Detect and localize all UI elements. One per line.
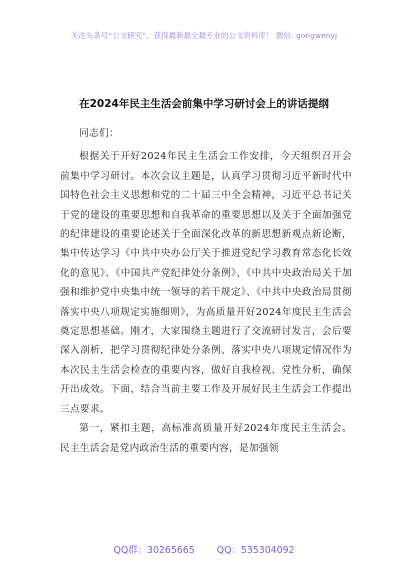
header-banner: 关注头条号“公文研究”，获得最新最全最专业的公文资料库！ 微信: gongwenyj: [70, 31, 338, 40]
footer-qq-group: QQ群：30265665: [113, 545, 195, 556]
footer-contact: [0, 542, 408, 556]
salutation: 同志们：: [79, 128, 119, 139]
paragraph-2: 第一，紧扣主题，高标准高质量开好2024年度民主生活会。民主生活会是党内政治生活的重要内容，是加强领: [60, 423, 352, 454]
paragraph-1: 根据关于开好2024年民主生活会工作安排，今天组织召开会前集中学习研讨。本次会议主题是，认真学习贯彻习近平新时代中国特色社会主义思想和党的二十届三中全会精神，习近平总书记关于党的建设的重要思想和自我革命的重要思想以及关于全面加强党的纪律建设的重要论述关于全面深化改革的新思想新观点新论断，集中传达学习《中共中央办公厅关于推进党纪学习教育常态化长效化的意见》、《中国共产党纪律处分条例》、《中共中央政治局关于加强和维护党中央集中统一领导的若干规定》、《中共中央政治局贯彻落实中央八项规定实施细则》，为高质量开好2024年度民主生活会奠定思想基础。刚才，大家围绕主题进行了交流研讨发言，会后要深入剖析，把学习贯彻纪律处分条例、落实中央八项规定情况作为本次民主生活会检查的重要内容，做好自我检视、党性分析，确保开出成效。下面，结合当前主要工作及开展好民主生活会工作提出三点要求。: [60, 151, 352, 415]
document-body: [60, 120, 352, 458]
footer-qq-number: QQ：535304092: [216, 545, 295, 556]
document-title: 在2024年民主生活会前集中学习研讨会上的讲话提纲: [79, 98, 329, 110]
